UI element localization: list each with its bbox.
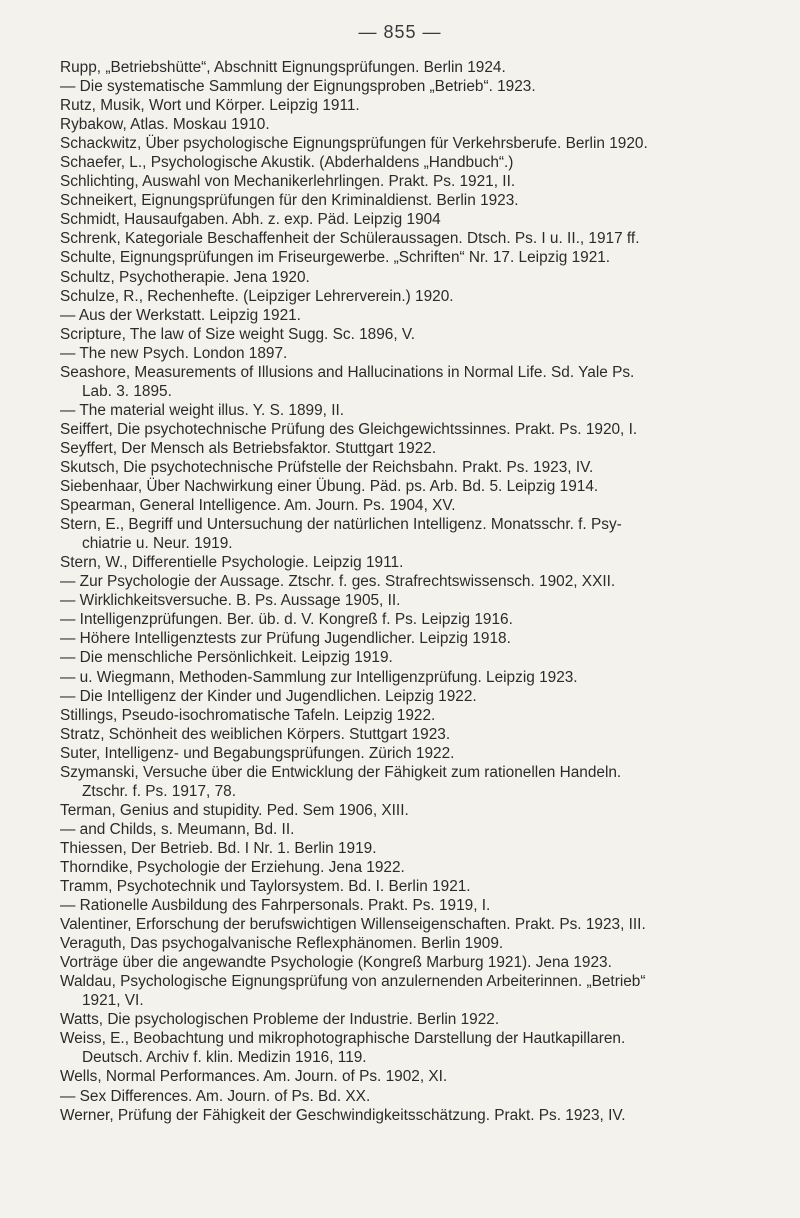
bibliography-entry: — Höhere Intelligenztests zur Prüfung Jugendlicher. Leipzig 1918. — [60, 630, 511, 648]
bibliography-list — [60, 58, 750, 1125]
bibliography-entry: Spearman, General Intelligence. Am. Journ. Ps. 1904, XV. — [60, 497, 456, 515]
bibliography-entry: Stern, W., Differentielle Psychologie. Leipzig 1911. — [60, 554, 404, 572]
bibliography-entry: Schneikert, Eignungsprüfungen für den Kriminaldienst. Berlin 1923. — [60, 192, 519, 210]
bibliography-entry: — Sex Differences. Am. Journ. of Ps. Bd. XX. — [60, 1087, 371, 1105]
bibliography-entry: Scripture, The law of Size weight Sugg. Sc. 1896, V. — [60, 325, 416, 343]
bibliography-entry: Tramm, Psychotechnik und Taylorsystem. Bd. I. Berlin 1921. — [60, 878, 471, 896]
bibliography-entry: Wells, Normal Performances. Am. Journ. of Ps. 1902, XI. — [60, 1068, 448, 1086]
bibliography-entry: Thiessen, Der Betrieb. Bd. I Nr. 1. Berlin 1919. — [60, 839, 377, 857]
bibliography-entry: Stern, E., Begriff und Untersuchung der natürlichen Intelligenz. Monatsschr. f. Psy- chiatrie u. Neur. 1919. — [60, 516, 622, 553]
bibliography-entry: — Die Intelligenz der Kinder und Jugendlichen. Leipzig 1922. — [60, 687, 477, 705]
bibliography-entry: Rupp, „Betriebshütte“, Abschnitt Eignungsprüfungen. Berlin 1924. — [60, 59, 506, 76]
bibliography-entry: — and Childs, s. Meumann, Bd. II. — [60, 820, 295, 838]
bibliography-entry: Suter, Intelligenz- und Begabungsprüfungen. Zürich 1922. — [60, 744, 455, 762]
bibliography-entry: Terman, Genius and stupidity. Ped. Sem 1906, XIII. — [60, 801, 409, 819]
bibliography-entry: Schulte, Eignungsprüfungen im Friseurgewerbe. „Schriften“ Nr. 17. Leipzig 1921. — [60, 249, 611, 267]
bibliography-entry: Schaefer, L., Psychologische Akustik. (Abderhaldens „Handbuch“.) — [60, 154, 514, 172]
bibliography-entry: Seyffert, Der Mensch als Betriebsfaktor. Stuttgart 1922. — [60, 439, 437, 457]
bibliography-entry: Seiffert, Die psychotechnische Prüfung des Gleichgewichtssinnes. Prakt. Ps. 1920, I. — [60, 420, 638, 438]
bibliography-entry: Werner, Prüfung der Fähigkeit der Geschwindigkeitsschätzung. Prakt. Ps. 1923, IV. — [60, 1106, 626, 1124]
bibliography-entry: Schackwitz, Über psychologische Eignungsprüfungen für Verkehrsberufe. Berlin 1920. — [60, 135, 648, 153]
bibliography-entry: Schlichting, Auswahl von Mechanikerlehrlingen. Prakt. Ps. 1921, II. — [60, 173, 516, 191]
bibliography-entry: Siebenhaar, Über Nachwirkung einer Übung. Päd. ps. Arb. Bd. 5. Leipzig 1914. — [60, 478, 599, 496]
bibliography-entry: Schulze, R., Rechenhefte. (Leipziger Lehrerverein.) 1920. — [60, 287, 454, 305]
bibliography-entry: Watts, Die psychologischen Probleme der Industrie. Berlin 1922. — [60, 1011, 500, 1029]
page-number: — 855 — — [358, 22, 442, 42]
bibliography-entry: — Intelligenzprüfungen. Ber. üb. d. V. Kongreß f. Ps. Leipzig 1916. — [60, 611, 513, 629]
bibliography-entry: Weiss, E., Beobachtung und mikrophotographische Darstellung der Hautkapillaren. Deutsch. Archiv f. klin. Medizin 1916, 119. — [60, 1030, 626, 1067]
bibliography-entry: Schmidt, Hausaufgaben. Abh. z. exp. Päd. Leipzig 1904 — [60, 211, 441, 229]
bibliography-entry: Thorndike, Psychologie der Erziehung. Jena 1922. — [60, 858, 405, 876]
bibliography-entry: — The new Psych. London 1897. — [60, 344, 288, 362]
bibliography-entry: Schrenk, Kategoriale Beschaffenheit der Schüleraussagen. Dtsch. Ps. I u. II., 1917 ff. — [60, 230, 640, 248]
bibliography-entry: — The material weight illus. Y. S. 1899, II. — [60, 401, 345, 419]
bibliography-entry: Seashore, Measurements of Illusions and Hallucinations in Normal Life. Sd. Yale Ps. Lab. 3. 1895. — [60, 363, 635, 400]
bibliography-entry: Valentiner, Erforschung der berufswichtigen Willenseigenschaften. Prakt. Ps. 1923, III. — [60, 916, 646, 934]
bibliography-entry: — Wirklichkeitsversuche. B. Ps. Aussage 1905, II. — [60, 592, 401, 610]
bibliography-entry: — Die systematische Sammlung der Eignungsproben „Betrieb“. 1923. — [60, 78, 536, 96]
bibliography-entry: — Rationelle Ausbildung des Fahrpersonals. Prakt. Ps. 1919, I. — [60, 897, 491, 915]
bibliography-entry: Rybakow, Atlas. Moskau 1910. — [60, 116, 270, 134]
bibliography-entry: — Zur Psychologie der Aussage. Ztschr. f. ges. Strafrechtswissensch. 1902, XXII. — [60, 573, 616, 591]
bibliography-entry: Stratz, Schönheit des weiblichen Körpers. Stuttgart 1923. — [60, 725, 451, 743]
bibliography-entry: — u. Wiegmann, Methoden-Sammlung zur Intelligenzprüfung. Leipzig 1923. — [60, 668, 578, 686]
bibliography-entry: Skutsch, Die psychotechnische Prüfstelle der Reichsbahn. Prakt. Ps. 1923, IV. — [60, 458, 594, 476]
bibliography-entry: Stillings, Pseudo-isochromatische Tafeln. Leipzig 1922. — [60, 706, 436, 724]
bibliography-entry: Szymanski, Versuche über die Entwicklung der Fähigkeit zum rationellen Handeln. Ztschr. f. Ps. 1917, 78. — [60, 763, 622, 800]
bibliography-entry: Vorträge über die angewandte Psychologie (Kongreß Marburg 1921). Jena 1923. — [60, 954, 612, 972]
bibliography-entry: Veraguth, Das psychogalvanische Reflexphänomen. Berlin 1909. — [60, 935, 504, 953]
bibliography-entry: Rutz, Musik, Wort und Körper. Leipzig 1911. — [60, 97, 360, 115]
bibliography-entry: Schultz, Psychotherapie. Jena 1920. — [60, 268, 310, 286]
bibliography-entry: Waldau, Psychologische Eignungsprüfung von anzulernenden Arbeiterinnen. „Betrieb“ 1921, VI. — [60, 973, 646, 1010]
bibliography-entry: — Die menschliche Persönlichkeit. Leipzig 1919. — [60, 649, 393, 667]
bibliography-entry: — Aus der Werkstatt. Leipzig 1921. — [60, 306, 301, 324]
